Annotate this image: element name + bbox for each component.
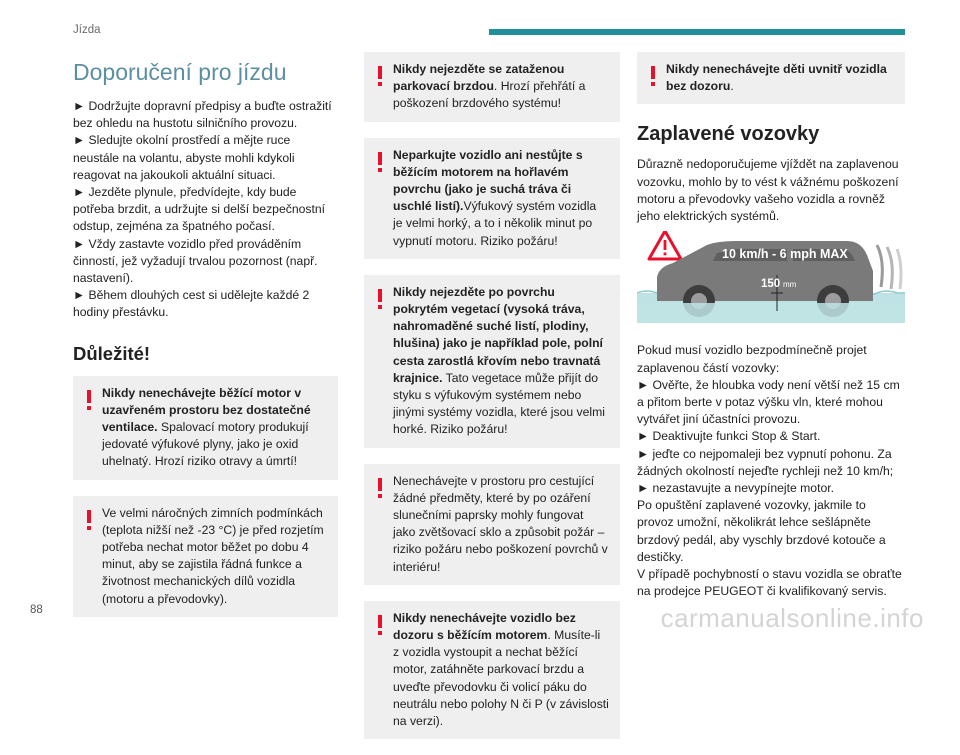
warning-text: . Hrozí přehřátí a poškození brzdového systému! (393, 79, 586, 111)
bullet-item: ► nezastavujte a nevypínejte motor. (637, 481, 835, 496)
bullet-item: ► Ověřte, že hloubka vody není větší než 15 cm a přitom berte v potaz výšku vln, které mohou vytvářet jiní účastníci provozu. (637, 377, 900, 427)
warning-box (364, 138, 620, 259)
warning-box (364, 275, 620, 448)
depth-value: 150 (761, 278, 781, 291)
warning-bold: Nikdy nejezděte po povrchu pokrytém vegetací (vysoká tráva, nahromaděné suché listí, plodiny, hlušina) jako je například pole, polní cesta zarostlá křovím nebo travnatá krajnice. (393, 284, 603, 385)
warning-box (364, 52, 620, 122)
bullet-item: ► Sledujte okolní prostředí a mějte ruce neustále na volantu, abyste mohli kdykoli reagovat na jakoukoli aktuální situaci. (73, 133, 295, 182)
exclamation-icon (87, 390, 92, 411)
column-1 (73, 52, 338, 633)
warning-bold: Nikdy nenechávejte vozidlo bez dozoru s běžícím motorem (393, 610, 576, 643)
paragraph: Po opuštění zaplavené vozovky, jakmile to provoz umožní, několikrát lehce sešlápněte brzdový pedál, aby vyschly brzdové kotouče a destičky. (637, 498, 886, 564)
header-accent-bar (489, 29, 905, 35)
warning-text: Tato vegetace může přijít do styku s výfukovým systémem nebo jinými systémy vozidla, které jsou velmi horké. Riziko požáru! (393, 370, 605, 437)
warning-box (637, 52, 905, 104)
exclamation-icon (378, 66, 383, 87)
flood-heading: Zaplavené vozovky (637, 123, 820, 146)
warning-box (364, 464, 620, 585)
bullet-item: ► Během dlouhých cest si udělejte každé 2 hodiny přestávku. (73, 288, 310, 320)
exclamation-icon (378, 152, 383, 173)
warning-bold: Nikdy nenechávejte děti uvnitř vozidla bez dozoru (666, 62, 887, 94)
depth-unit: mm (783, 280, 797, 290)
watermark: carmanualsonline.info (660, 603, 924, 633)
warning-text: Výfukový systém vozidla je velmi horký, a to i několik minut po vypnutí motoru. Riziko požáru! (393, 199, 597, 248)
exclamation-icon (378, 289, 383, 310)
exclamation-icon (87, 510, 92, 531)
warning-text: Ve velmi náročných zimních podmínkách (teplota nižší než -23 °C) je před rozjetím potřeba nechat motor běžet po dobu 4 minut, aby se zajistila řádná funkce a životnost mechanických dílů vozidla (motoru a převodovky). (102, 505, 324, 606)
warning-box (73, 376, 338, 480)
section-title: Doporučení pro jízdu (73, 59, 287, 85)
warning-bold: Nikdy nenechávejte běžící motor v uzavřeném prostoru bez dostatečné ventilace. (102, 385, 311, 435)
warning-triangle-icon (649, 231, 681, 259)
paragraph: V případě pochybností o stavu vozidla se obraťte na prodejce PEUGEOT či kvalifikovaný servis. (637, 567, 902, 599)
exclamation-icon (378, 478, 383, 499)
exclamation-icon (378, 615, 383, 636)
section-label: Jízda (73, 24, 101, 36)
warning-box (364, 601, 620, 739)
exclamation-icon (651, 66, 656, 87)
warning-bold: Nikdy nejezděte se zataženou parkovací brzdou (393, 62, 565, 94)
column-3 (637, 52, 905, 600)
important-heading: Důležité! (73, 342, 151, 364)
speed-label: 10 km/h - 6 mph MAX (722, 247, 848, 262)
flooded-road-illustration (637, 231, 905, 323)
warning-box (73, 496, 338, 617)
bullet-item: ► Dodržujte dopravní předpisy a buďte ostražití bez ohledu na hustotu silničního provozu. (73, 99, 332, 131)
bullet-item: ► Deaktivujte funkci Stop & Start. (637, 429, 821, 444)
warning-text: Nenechávejte v prostoru pro cestující žádné předměty, které by po ozáření slunečními paprsky mohly fungovat jako zvětšovací sklo a způsobit požár – riziko požáru nebo poškození povrchů v interiéru! (393, 473, 608, 574)
paragraph: Pokud musí vozidlo bezpodmínečně projet zaplavenou částí vozovky: (637, 343, 867, 375)
page-number: 88 (30, 604, 43, 616)
warning-text: Spalovací motory produkují jedovaté výfukové plyny, jako je oxid uhelnatý. Hrozí riziko otravy a úmrtí! (102, 420, 309, 469)
bullet-item: ► jeďte co nejpomaleji bez vypnutí pohonu. Za žádných okolností nejeďte rychleji než 10 km/h; (637, 446, 894, 478)
bullet-item: ► Vždy zastavte vozidlo před prováděním činností, jež vyžadují trvalou pozornost (např. nastavení). (73, 236, 318, 286)
warning-bold: Neparkujte vozidlo ani nestůjte s běžícím motorem na hořlavém povrchu (jako je suchá tráva či uschlé listí). (393, 147, 583, 214)
warning-text: . (730, 79, 734, 94)
flood-intro: Důrazně nedoporučujeme vjíždět na zaplavenou vozovku, mohlo by to vést k vážnému poškození motoru a převodovky vašeho vozidla a rovněž jeho elektrických systémů. (637, 157, 899, 224)
bullet-item: ► Jezděte plynule, předvídejte, kdy bude potřeba brzdit, a udržujte si delší bezpečnostní odstup, zejména za špatného počasí. (73, 185, 326, 234)
warning-text: . Musíte-li z vozidla vystoupit a nechat běžící motor, zatáhněte parkovací brzdu a uveďte převodovku či volicí páku do neutrálu nebo polohy N či P (v závislosti na verzi). (393, 628, 609, 729)
column-2 (364, 52, 620, 755)
